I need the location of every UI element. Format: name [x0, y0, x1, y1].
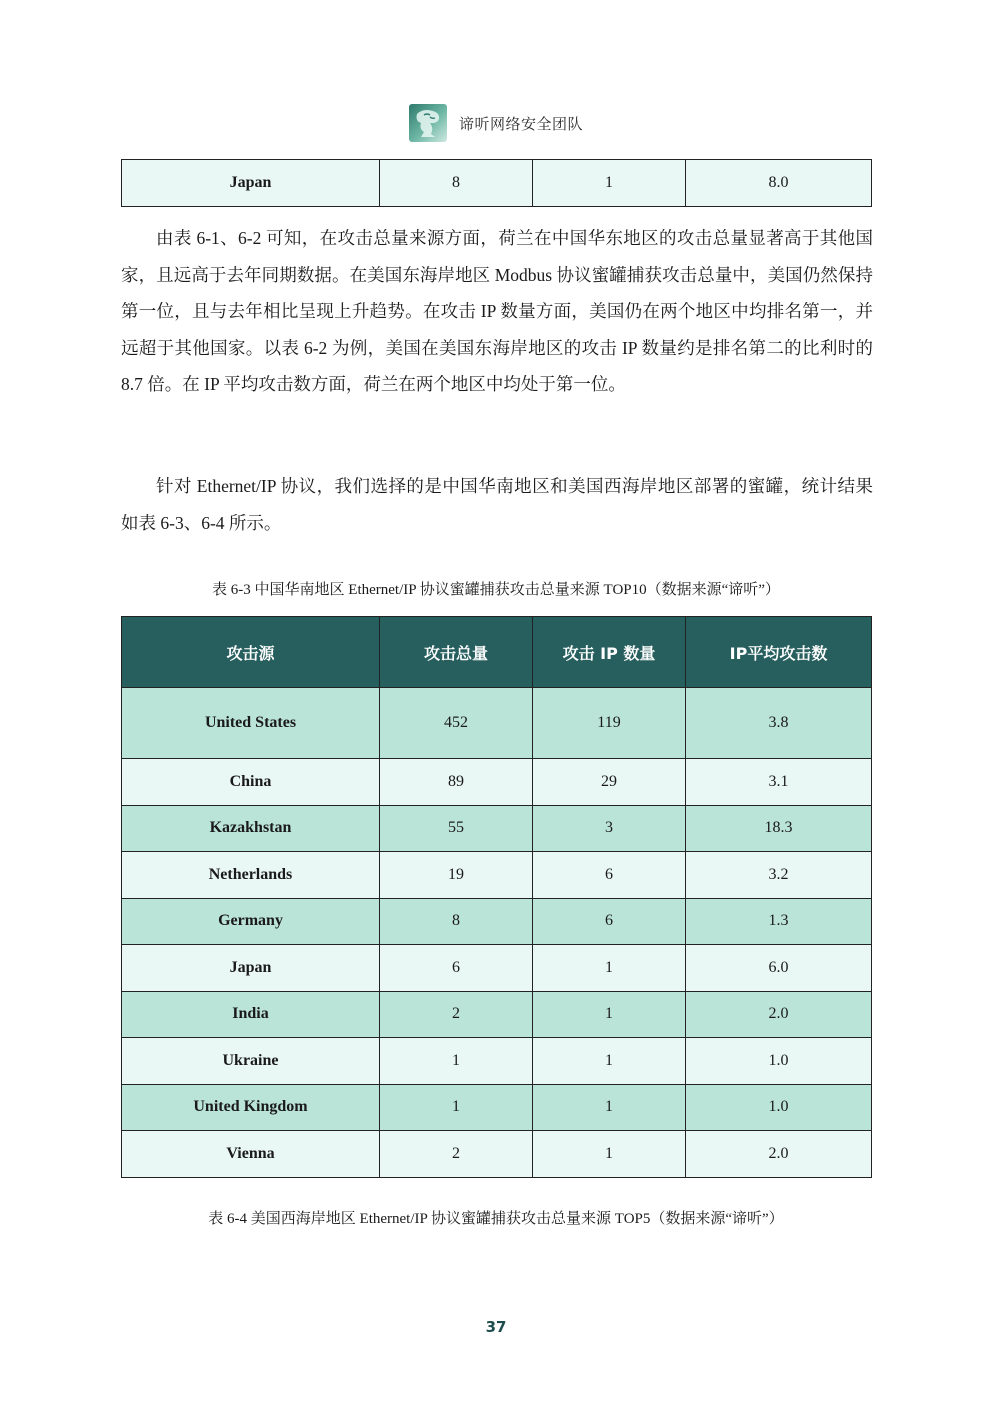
cell-total: 8 [380, 160, 533, 207]
header-total: 攻击总量 [380, 617, 533, 688]
cell-ip-count: 3 [533, 805, 686, 852]
intro-paragraph: 针对 Ethernet/IP 协议，我们选择的是中国华南地区和美国西海岸地区部署的蜜罐，统计结果如表 6-3、6-4 所示。 [121, 476, 873, 533]
cell-ip-count: 1 [533, 991, 686, 1038]
cell-ip-count: 1 [533, 160, 686, 207]
table-row [122, 1084, 872, 1131]
table-row [122, 852, 872, 899]
cell-total: 6 [380, 945, 533, 992]
cell-avg: 1.3 [686, 898, 872, 945]
cell-total: 8 [380, 898, 533, 945]
analysis-paragraph: 由表 6-1、6-2 可知，在攻击总量来源方面，荷兰在中国华东地区的攻击总量显著高于其他国家，且远高于去年同期数据。在美国东海岸地区 Modbus 协议蜜罐捕获攻击总量中，美国仍然保持第一位，且与去年相比呈现上升趋势。在攻击 IP 数量方面，美国仍在两个地区中均排名第一，并远超于其他国家。以表 6-2 为例，美国在美国东海岸地区的攻击 IP 数量约是排名第二的比利时的 8.7 倍。在 IP 平均攻击数方面，荷兰在两个地区中均处于第一位。 [121, 228, 873, 394]
table-6-3 [121, 616, 872, 1178]
cell-avg: 1.0 [686, 1084, 872, 1131]
table-row [122, 160, 872, 207]
cell-total: 452 [380, 688, 533, 759]
table-row [122, 1131, 872, 1178]
cell-source: Kazakhstan [209, 819, 292, 837]
table-row [122, 898, 872, 945]
cell-total: 19 [380, 852, 533, 899]
cell-avg: 6.0 [686, 945, 872, 992]
table-row [122, 688, 872, 759]
cell-avg: 2.0 [686, 1131, 872, 1178]
header-ip-count: 攻击 IP 数量 [533, 617, 686, 688]
cell-source: Ukraine [222, 1051, 279, 1069]
cell-avg: 3.2 [686, 852, 872, 899]
cell-avg: 18.3 [686, 805, 872, 852]
table-row [122, 991, 872, 1038]
cell-total: 1 [380, 1084, 533, 1131]
header-avg: IP平均攻击数 [686, 617, 872, 688]
page-header [0, 102, 992, 144]
cell-source: United Kingdom [193, 1098, 308, 1116]
cell-total: 89 [380, 759, 533, 806]
cell-ip-count: 1 [533, 1038, 686, 1085]
cell-ip-count: 1 [533, 945, 686, 992]
table-row [122, 1038, 872, 1085]
cell-total: 2 [380, 1131, 533, 1178]
cell-ip-count: 6 [533, 898, 686, 945]
table-row [122, 759, 872, 806]
cell-total: 55 [380, 805, 533, 852]
cell-source: Vienna [226, 1144, 275, 1162]
cell-ip-count: 1 [533, 1084, 686, 1131]
cell-total: 2 [380, 991, 533, 1038]
cell-source: Germany [218, 912, 283, 930]
table-row [122, 805, 872, 852]
table-6-4-caption: 表 6-4 美国西海岸地区 Ethernet/IP 协议蜜罐捕获攻击总量来源 TOP5（数据来源“谛听”） [208, 1211, 784, 1227]
page-number: 37 [485, 1318, 507, 1336]
cell-avg: 3.8 [686, 688, 872, 759]
dragon-seal-logo-icon [409, 104, 447, 142]
cell-source: China [229, 772, 272, 790]
cell-ip-count: 6 [533, 852, 686, 899]
cell-avg: 1.0 [686, 1038, 872, 1085]
cell-source: United States [204, 714, 297, 731]
cell-source: India [232, 1005, 269, 1023]
header-source: 攻击源 [226, 643, 275, 663]
table-6-3-caption: 表 6-3 中国华南地区 Ethernet/IP 协议蜜罐捕获攻击总量来源 TOP10（数据来源“谛听”） [212, 582, 780, 598]
cell-source: Japan [229, 174, 272, 191]
brand-name: 谛听网络安全团队 [458, 114, 583, 133]
cell-total: 1 [380, 1038, 533, 1085]
cell-ip-count: 1 [533, 1131, 686, 1178]
cell-source: Japan [229, 958, 272, 976]
cell-avg: 2.0 [686, 991, 872, 1038]
table-header-row [122, 617, 872, 688]
cell-ip-count: 29 [533, 759, 686, 806]
cell-source: Netherlands [208, 865, 293, 883]
cell-avg: 8.0 [686, 160, 872, 207]
table-6-2-continued [121, 159, 872, 207]
cell-ip-count: 119 [533, 688, 686, 759]
table-row [122, 945, 872, 992]
cell-avg: 3.1 [686, 759, 872, 806]
